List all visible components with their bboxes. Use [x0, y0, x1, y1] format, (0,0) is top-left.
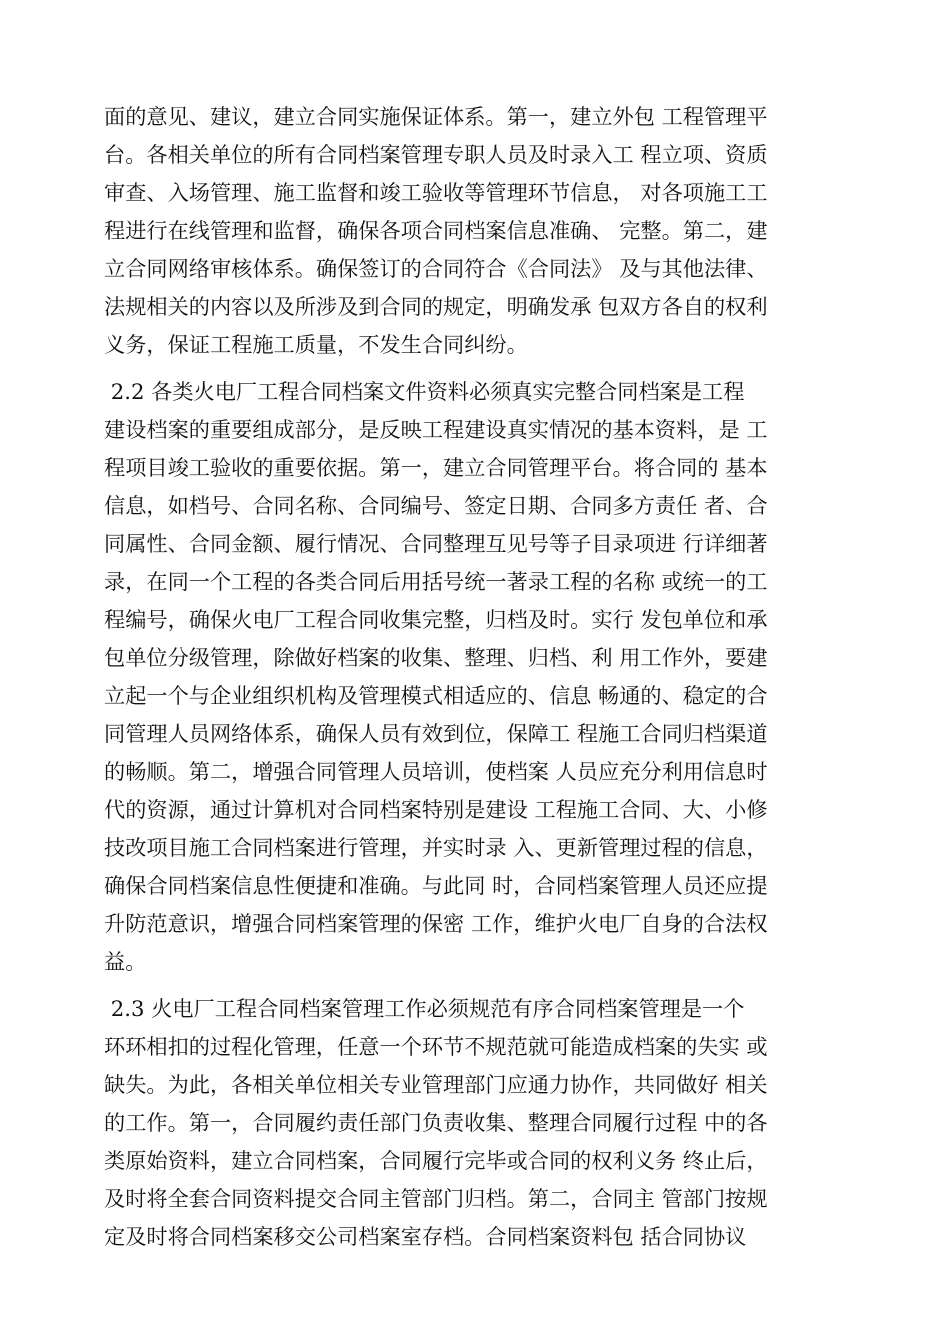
text-line: 缺失。为此，各相关单位相关专业管理部门应通力协作，共同做好 相关 — [104, 1072, 768, 1097]
text-line: 义务，保证工程施工质量，不发生合同纠纷。 — [104, 332, 528, 357]
text-line: 面的意见、建议，建立合同实施保证体系。第一，建立外包 工程管理平 — [104, 104, 768, 129]
text-line: 环环相扣的过程化管理，任意一个环节不规范就可能造成档案的失实 或 — [104, 1034, 768, 1059]
section-heading-line: 2.2 各类火电厂工程合同档案文件资料必须真实完整合同档案是工程 — [104, 379, 745, 404]
paragraph-spacer — [104, 364, 854, 373]
text-line: 益。 — [104, 949, 147, 974]
paragraph-spacer — [104, 981, 854, 990]
text-line: 建设档案的重要组成部分，是反映工程建设真实情况的基本资料，是 工 — [104, 417, 768, 442]
text-line: 录，在同一个工程的各类合同后用括号统一著录工程的名称 或统一的工 — [104, 569, 768, 594]
text-line: 程进行在线管理和监督，确保各项合同档案信息准确、 完整。第二，建 — [104, 218, 768, 243]
text-line: 定及时将合同档案移交公司档案室存档。合同档案资料包 括合同协议 — [104, 1224, 747, 1249]
document-page — [104, 98, 854, 1256]
text-line: 类原始资料，建立合同档案，合同履行完毕或合同的权利义务 终止后， — [104, 1148, 768, 1173]
text-line: 的工作。第一，合同履约责任部门负责收集、整理合同履行过程 中的各 — [104, 1110, 768, 1135]
paragraph-section-2-3 — [104, 990, 854, 1256]
paragraph-section-2-2 — [104, 373, 854, 981]
text-line: 同属性、合同金额、履行情况、合同整理互见号等子目录项进 行详细著 — [104, 531, 768, 556]
text-line: 信息，如档号、合同名称、合同编号、签定日期、合同多方责任 者、合 — [104, 493, 768, 518]
text-line: 立起一个与企业组织机构及管理模式相适应的、信息 畅通的、稳定的合 — [104, 683, 768, 708]
text-line: 程编号，确保火电厂工程合同收集完整，归档及时。实行 发包单位和承 — [104, 607, 768, 632]
section-heading-line: 2.3 火电厂工程合同档案管理工作必须规范有序合同档案管理是一个 — [104, 996, 745, 1021]
text-line: 程项目竣工验收的重要依据。第一，建立合同管理平台。将合同的 基本 — [104, 455, 768, 480]
text-line: 台。各相关单位的所有合同档案管理专职人员及时录入工 程立项、资质 — [104, 142, 768, 167]
text-line: 代的资源，通过计算机对合同档案特别是建设 工程施工合同、大、小修 — [104, 797, 768, 822]
text-line: 升防范意识，增强合同档案管理的保密 工作，维护火电厂自身的合法权 — [104, 911, 768, 936]
text-line: 的畅顺。第二，增强合同管理人员培训，使档案 人员应充分利用信息时 — [104, 759, 768, 784]
text-line: 法规相关的内容以及所涉及到合同的规定，明确发承 包双方各自的权利 — [104, 294, 768, 319]
text-line: 同管理人员网络体系，确保人员有效到位，保障工 程施工合同归档渠道 — [104, 721, 768, 746]
text-line: 立合同网络审核体系。确保签订的合同符合《合同法》 及与其他法律、 — [104, 256, 768, 281]
paragraph-contract-system — [104, 98, 854, 364]
text-line: 技改项目施工合同档案进行管理，并实时录 入、更新管理过程的信息， — [104, 835, 768, 860]
text-line: 确保合同档案信息性便捷和准确。与此同 时，合同档案管理人员还应提 — [104, 873, 768, 898]
text-line: 及时将全套合同资料提交合同主管部门归档。第二，合同主 管部门按规 — [104, 1186, 768, 1211]
text-line: 审查、入场管理、施工监督和竣工验收等管理环节信息， 对各项施工工 — [104, 180, 768, 205]
text-line: 包单位分级管理，除做好档案的收集、整理、归档、利 用工作外，要建 — [104, 645, 768, 670]
